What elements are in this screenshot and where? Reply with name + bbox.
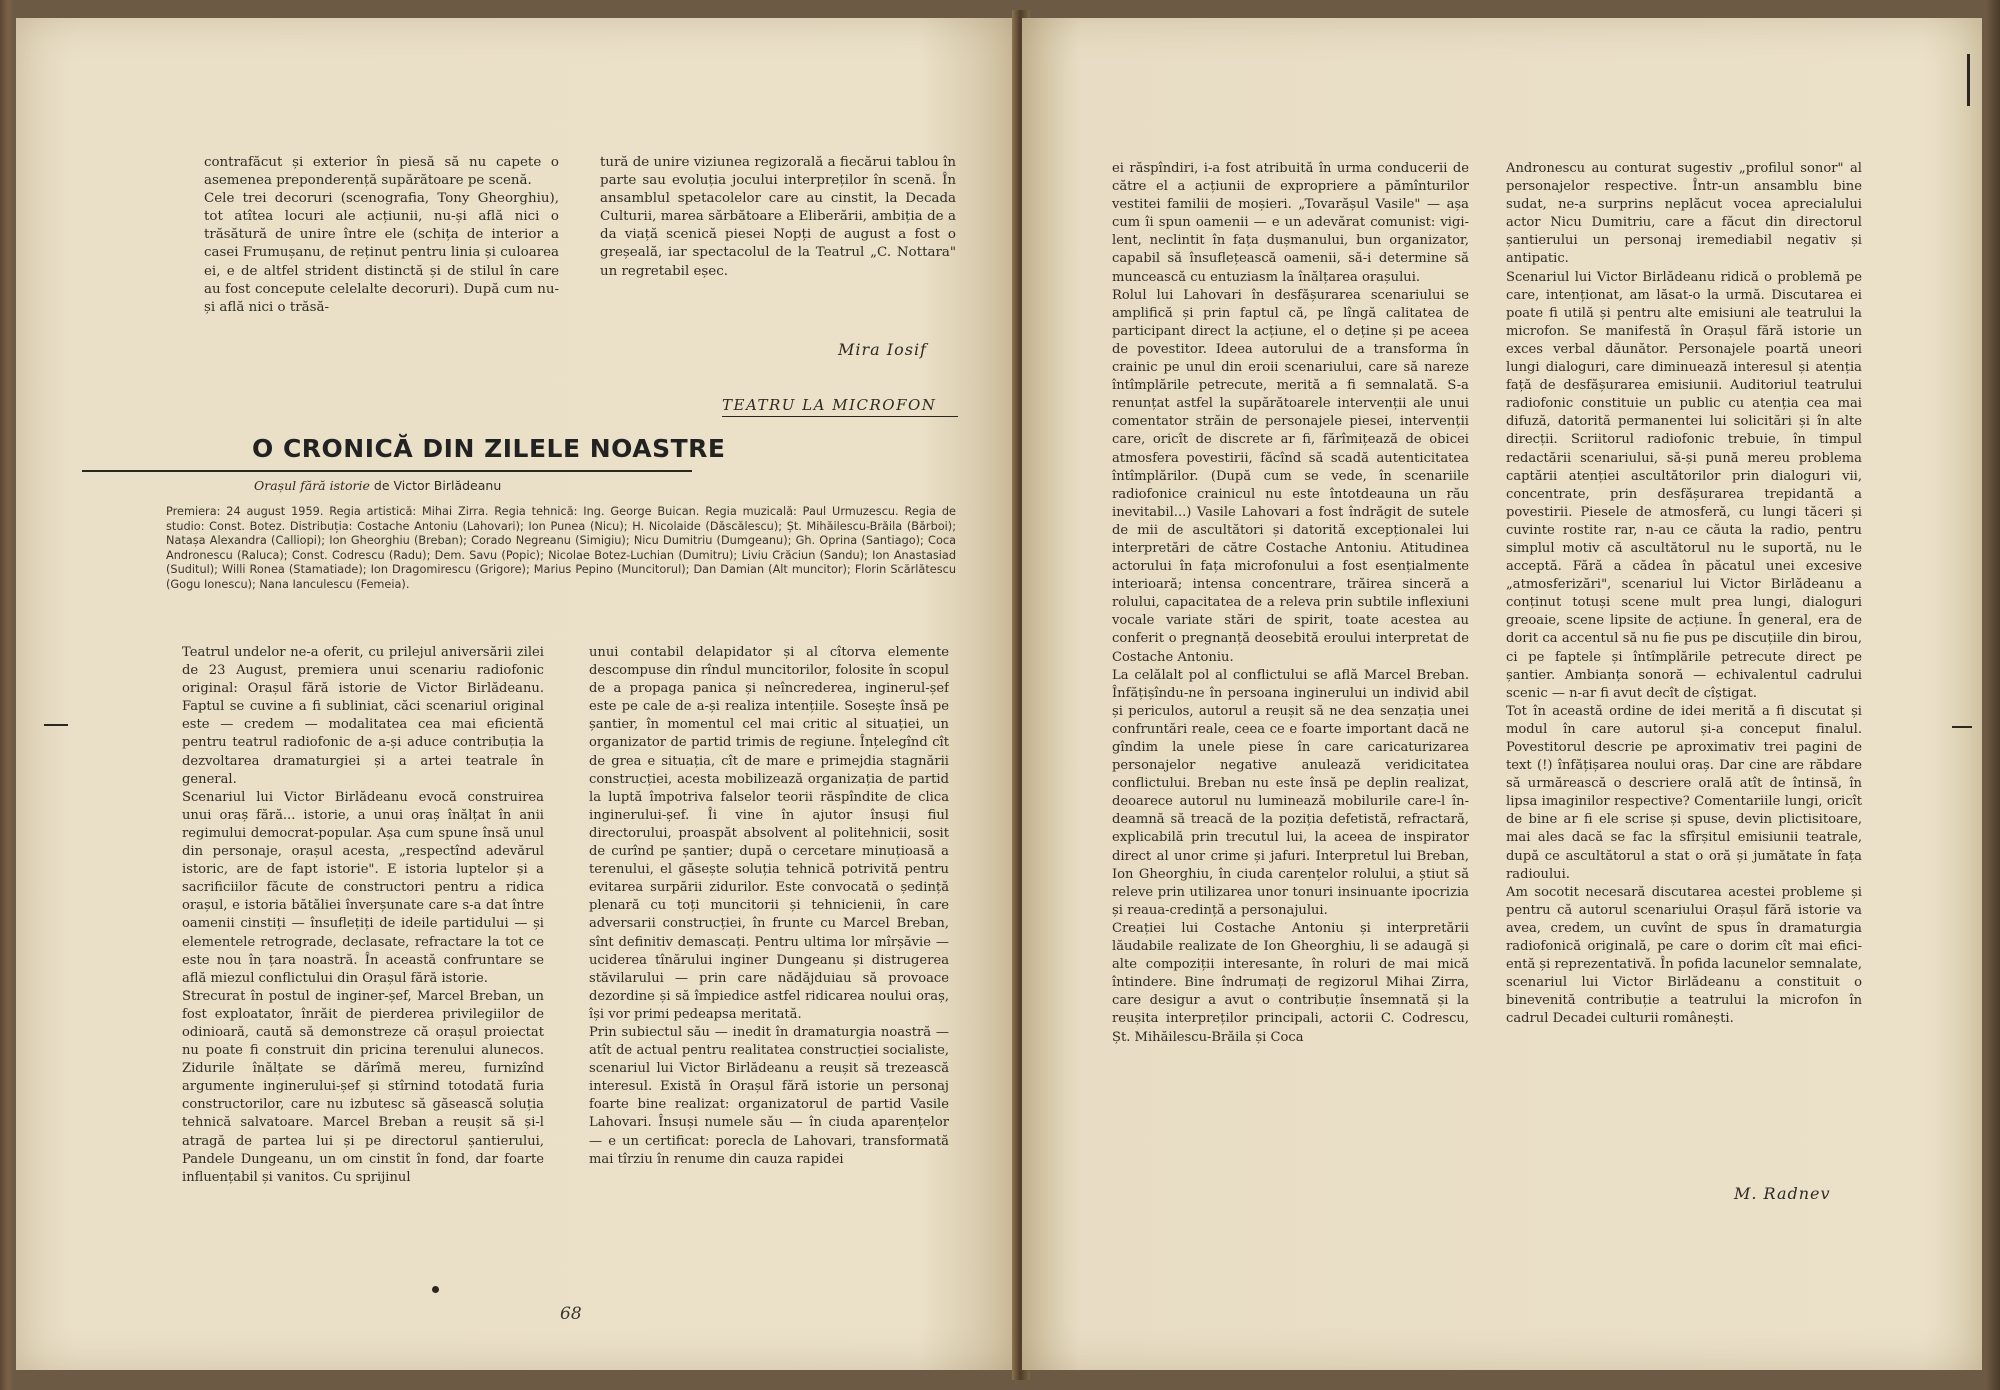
rubric-underline — [722, 416, 958, 417]
left-top-column-2: tură de unire viziunea regizorală a fiecărui tablou în parte sau evoluția jocului interpreților în scenă. În ansamblul spetacolelor care au cinstit, la Decada Culturii, marea sărbătoare a Eliberării, ambiția de a da viață scenică piesei Nopți de august a fost o greșeală, iar spectacolul de la Teatrul „C. Nottara" un regretabil eșec. — [600, 155, 956, 279]
page-dot-mark — [432, 1286, 439, 1293]
left-top-column-1: contrafăcut și exterior în piesă să nu capete o asemenea preponderență supărătoare pe scenă. Cele trei decoruri (scenografia, Tony Gheorghiu), tot atîtea locuri ale acțiunii, nu-și află nici o trăsătură de unire între ele (schița de interior a casei Frumușanu, de reținut pentru linia și culoarea ei, e de altfel strident distinctă și de stilul în care au fost concepute celelalte decoruri). După cum nu-și află nici o trăsă- — [204, 155, 559, 315]
right-page — [1022, 18, 1982, 1370]
edge-notch — [1967, 54, 1970, 106]
margin-mark — [44, 724, 68, 726]
article-title: O CRONICĂ DIN ZILELE NOASTRE — [252, 434, 726, 463]
production-credits: Premiera: 24 august 1959. Regia artistică: Mihai Zirra. Regia tehnică: Ing. George Buican. Regia muzicală: Paul Urmuzescu. Regia de studio: Const. Botez. Distribuția: Costache Antoniu (Lahovari); Ion Punea (Nicu); H. Nicolaide (Dăscălescu); Șt. Mihăilescu-Brăila (Bărboi); Natașa Alexandra (Calliopi); Ion Gheorghiu (Breban); Corado Negreanu (Simigiu); Nicu Dumitriu (Dumgeanu); Gh. Oprina (Santiago); Coca Andronescu (Raluca); Const. Codrescu (Radu); Dem. Savu (Popic); Nicolae Botez-Luchian (Dumitru); Liviu Crăciun (Sandu); Ion Anastasiad (Suditul); Willi Ronea (Stamatiade); Ion Dragomirescu (Grigore); Marius Pepino (Muncitorul); Dan Damian (Alt muncitor); Florin Scărlătescu (Gogu Ionescu); Nana Ianculescu (Femeia). — [166, 505, 956, 591]
page-number: 68 — [560, 1304, 582, 1324]
article-subtitle — [254, 478, 501, 493]
work-author: de Victor Birlădeanu — [369, 478, 502, 493]
right-column-2: Andronescu au conturat sugestiv „profilul sonor" al personajelor respective. Într-un ansamblu bine sudat, ne-a surprins neplăcut vocea aprecialului actor Nicu Dumitriu, care a făcut din directorul șantierului un personaj iremediabil negativ și antipatic. Scenariul lui Victor Birlădeanu ridică o problemă pe care, intenționat, am lăsat-o la urmă. Discutarea ei poate fi utilă și pentru alte emisiuni ale teatrului la microfon. Se manifestă în Orașul fără istorie un exces verbal dăunător. Personajele poartă uneori lungi dialoguri, care diminuează interesul și atenția față de desfășurarea emisiunii. Auditoriul teatrului radiofonic constituie un public cu atenția cea mai difuză, datorită permanentei lui solicitări și în alte direcții. Scriitorul radiofonic trebuie, în timpul redactării scenariului, să-și pună mereu problema captării atenției ascultătorilor prin dialoguri vii, concentrate, prin desfășurarea trepidantă a povestirii. Piesele de atmosferă, cu lungi tăceri și cuvinte rostite rar, n-au ce căuta la radio, pentru simplul motiv că ascultătorul nu le suportă, nu le acceptă. Fără a cădea în păcatul unei excesive „atmosferizări", scenariul lui Victor Birlădeanu a conținut totuși scene mult prea lungi, dialoguri greoaie, scene lipsite de acțiune. În general, era de dorit ca accentul să nu fie pus pe discuțiile din birou, ci pe faptele și întîmplările petrecute direct pe șantier. Ambianța sonoră — echivalentul cadrului scenic — n-ar fi avut decît de cîștigat. Tot în această ordine de idei merită a fi discutat și modul în care autorul și-a conceput finalul. Povestitorul descrie pe aproximativ trei pagini de text (!) înfățișarea noului oraș. Dar cine are răbdare să urmărească o descriere orală atît de întinsă, în lipsa imaginilor respective? Comentariile lungi, oricît de bine ar fi ele scrise și spuse, devin plictisitoare, mai ales dacă se fac la sfîrșitul emisiunii teatrale, după ce ascultătorul a stat o oră și jumătate în fața radioului. Am socotit necesară discutarea acestei probleme și pentru că autorul scenariului Orașul fără istorie va avea, credem, un cuvînt de spus în dramaturgia radiofonică originală, pe care o dorim cît mai eficientă și reprezentativă. În pofida lacunelor semnalate, scenariul lui Victor Birlădeanu a constituit o binevenită contribuție a teatrului la microfon în cadrul Decadei culturii românești. — [1506, 161, 1862, 1027]
section-rubric: TEATRU LA MICROFON — [722, 396, 937, 414]
work-title: Orașul fără istorie — [254, 478, 370, 493]
left-body-column-1: Teatrul undelor ne-a oferit, cu prilejul aniversării zilei de 23 August, premiera unui scenariu radiofonic original: Orașul fără istorie de Victor Birlădeanu. Faptul se cuvine a fi subliniat, căci scenariul original este — credem — modalitatea cea mai eficientă pentru teatrul radiofonic de a-și aduce contribuția la dezvoltarea dramaturgiei și a artei teatrale în general. Scenariul lui Victor Birlădeanu evocă construirea unui oraș fără... istorie, a unui oraș înălțat în anii regimului democrat-popular. Așa cum spune însă unul din personaje, orașul acesta, „respectînd adevărul istoric, are de fapt istorie". E istoria luptelor și a sacrificiilor făcute de constructori pentru a ridica orașul, e istoria bătăliei înverșunate care s-a dat între oamenii cinstiți — însuflețiți de ideile partidului — și elementele retrograde, declasate, refractare la tot ce este nou în țara noastră. În această confruntare se află miezul conflictului din Orașul fără istorie. Strecurat în postul de inginer-șef, Marcel Breban, un fost exploatator, înrăit de pierderea privilegiilor de odinioară, caută să demonstreze că orașul proiectat nu poate fi construit din pricina terenului alunecos. Zidurile înălțate se dărîmă mereu, furnizînd argumente inginerului-șef și stîrnind totodată furia constructorilor, care nu izbutesc să găsească soluția tehnică salvatoare. Marcel Breban a reușit să și-l atragă de partea lui și pe directorul șantierului, Pandele Dungeanu, un om cinstit în fond, dar foarte influențabil și vanitos. Cu sprijinul — [182, 645, 544, 1185]
margin-mark-right — [1952, 726, 1972, 728]
title-rule — [82, 470, 692, 472]
signature-mira-iosif: Mira Iosif — [838, 340, 927, 359]
left-body-column-2: unui contabil delapidator și al cîtorva elemente descompuse din rîndul muncitorilor, folosite în scopul de a propaga panica și neîncrederea, inginerul-șef este pe cale de a-și realiza intențiile. Sosește însă pe șantier, în momentul cel mai critic al situației, un organizator de partid trimis de regiune. Înțelegînd cît de grea e situația, cît de mare e primejdia stagnării construcției, acesta mobilizează organizația de partid la luptă împotriva falselor teorii răspîndite de clica inginerului-șef. Îi vine în ajutor însuși fiul directorului, proaspăt absolvent al politehnicii, sosit de curînd pe șantier; după o cercetare minuțioasă a terenului, el găsește soluția tehnică potrivită pentru evitarea surpării zidurilor. Este convocată o ședință plenară cu toți muncitorii și tehnicienii, în care adversarii construcției, în frunte cu Marcel Breban, sînt definitiv demascați. Pentru ultima lor mîrșăvie — uciderea tînărului inginer Dungeanu și distrugerea stăvilarului — prin care nădăjduiau să provoace dezordine și să împiedice astfel ridicarea noului oraș, își vor primi pedeapsa meritată. Prin subiectul său — inedit în dramaturgia noastră — atît de actual pentru realitatea construcției socialiste, scenariul lui Victor Birlădeanu a reușit să trezească interesul. Există în Orașul fără istorie un personaj foarte bine realizat: organizatorul de partid Vasile Lahovari. Însuși numele său — în ciuda aparențelor — e un certificat: porecla de Lahovari, transformată mai tîrziu în renume din cauza rapidei — [589, 645, 949, 1167]
signature-m-radnev: M. Radnev — [1734, 1184, 1831, 1203]
right-column-1: ei răspîndiri, i-a fost atribuită în urma conducerii de către el a acțiunii de expropriere a pămînturilor vestitei familii de moșieri. „Tovarășul Vasile" — așa cum îi spun oamenii — e un adevărat comunist: vigilent, neclintit în fața dușmanului, bun organizator, capabil să însuflețească oamenii, să-i determine să muncească cu entuziasm la înălțarea orașului. Rolul lui Lahovari în desfășurarea scenariului se amplifică și prin faptul că, pe lîngă calitatea de participant direct la acțiune, el o deține și pe aceea de povestitor. Ideea autorului de a transforma în crainic pe unul din eroii scenariului, care să nareze întîmplările petrecute, merită a fi semnalată. S-a renunțat astfel la supărătoarele intervenții ale unui comentator străin de personajele piesei, intervenții care, oricît de discrete ar fi, fărîmițează de obicei atmosfera povestirii, făcînd să scadă autenticitatea întîmplărilor. (După cum se vede, în scenariile radiofonice crainicul nu este întotdeauna un rău inevitabil...) Vasile Lahovari a fost îndrăgit de sutele de mii de ascultători și datorită excepționalei lui interpretări de către Costache Antoniu. Atitudinea actorului în fața microfonului a fost esențialmente interioară; intensa concentrare, trăirea sinceră a rolului, capacitatea de a releva prin subtile inflexiuni vocale variate stări de spirit, toate acestea au conferit o pregnanță deosebită eroului interpretat de Costache Antoniu. La celălalt pol al conflictului se află Marcel Breban. Înfățișîndu-ne în persoana inginerului un individ abil și periculos, autorul a reușit să ne dea senzația unei confruntări reale, ceea ce e foarte important dacă ne gîndim la unele piese în care caricaturizarea personajelor negative anulează veridicitatea conflictului. Breban nu este însă pe deplin realizat, deoarece autorul nu luminează mobilurile care-l îndeamnă să treacă de la poziția defetistă, refractară, explicabilă prin trecutul lui, la aceea de inspirator direct al unor crime și jafuri. Interpretul lui Breban, Ion Gheorghiu, în ciuda carențelor rolului, a știut să releve prin utilizarea unor tonuri insinuante ipocrizia și reaua-credință a personajului. Creației lui Costache Antoniu și interpretării lăudabile realizate de Ion Gheorghiu, li se adaugă și alte compoziții interesante, în roluri de mai mică întindere. Bine îndrumați de regizorul Mihai Zirra, care desigur a avut o contribuție însemnată și la reușita interpreților principali, actorii C. Codrescu, Șt. Mihăilescu-Brăila și Coca — [1112, 161, 1469, 1045]
left-page — [16, 18, 1020, 1370]
